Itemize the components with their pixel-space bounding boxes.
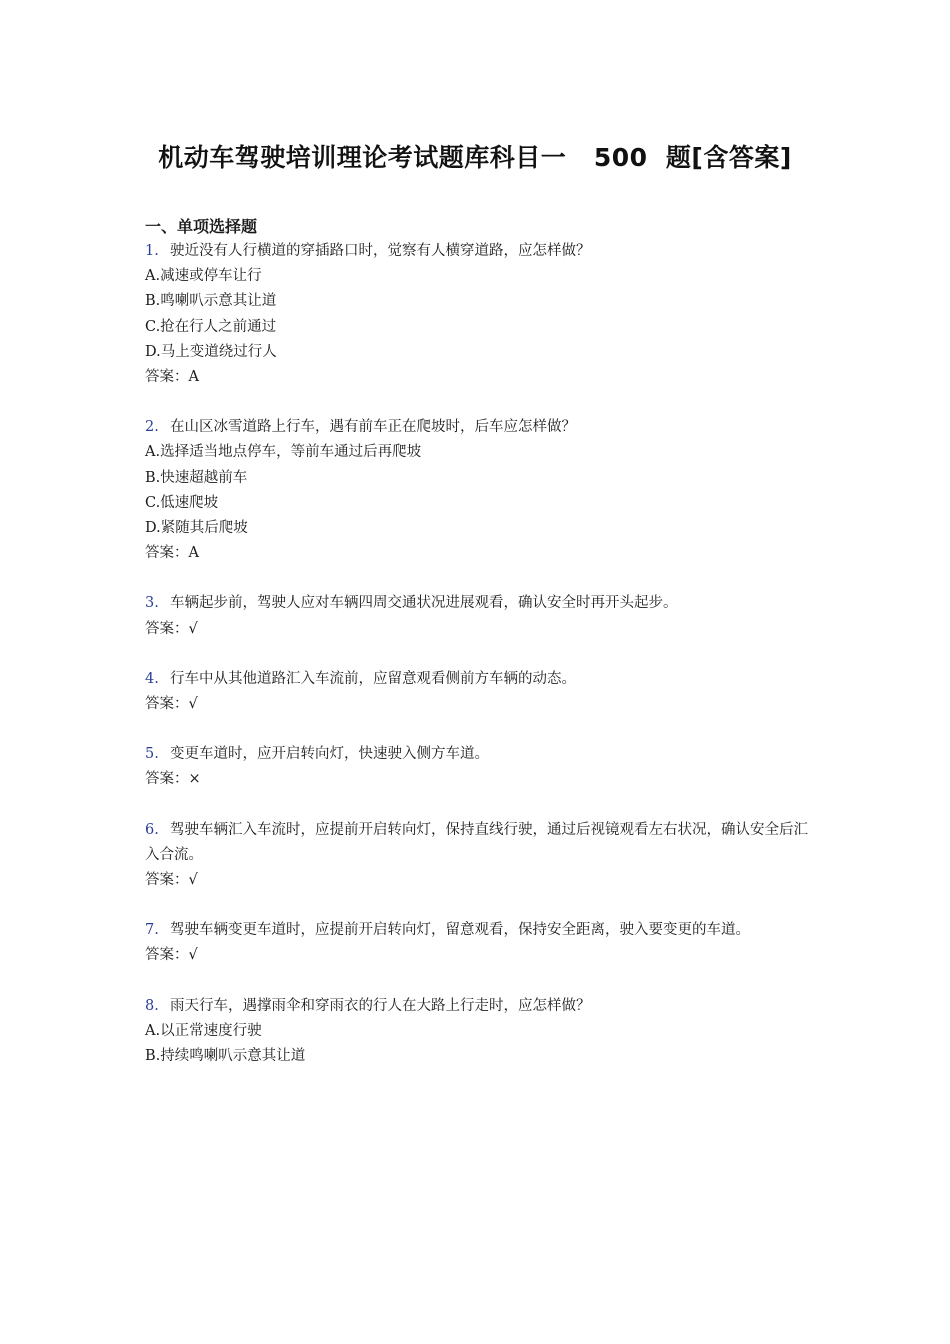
section-title: 一、单项选择题 <box>145 217 258 236</box>
option-d: D.紧随其后爬坡 <box>145 520 248 537</box>
option-c: C.抢在行人之前通过 <box>145 318 277 335</box>
option-a: A.以正常速度行驶 <box>145 1022 262 1039</box>
option-a: A.减速或停车让行 <box>145 268 262 285</box>
answer-label: 答案： <box>145 947 189 964</box>
option-a: A.选择适当地点停车，等前车通过后再爬坡 <box>145 444 422 461</box>
question-item <box>145 742 815 792</box>
answer-label: 答案： <box>145 369 189 386</box>
option-b: B.持续鸣喇叭示意其让道 <box>145 1048 306 1065</box>
document-body <box>145 214 815 1094</box>
answer-value: √ <box>188 947 198 964</box>
answer-value: √ <box>188 620 198 637</box>
question-text: 驶近没有人行横道的穿插路口时，觉察有人横穿道路，应怎样做？ <box>170 243 591 259</box>
answer-line <box>145 617 815 642</box>
question-stem <box>145 742 815 767</box>
answer-value: × <box>188 771 201 788</box>
question-number: 7. <box>145 922 159 939</box>
question-stem <box>145 667 815 692</box>
question-stem <box>145 591 815 616</box>
answer-line <box>145 767 815 792</box>
answer-value: A <box>188 369 199 386</box>
question-item <box>145 415 815 566</box>
option-d: D.马上变道绕过行人 <box>145 343 277 360</box>
question-item <box>145 994 815 1070</box>
question-text: 行车中从其他道路汇入车流前，应留意观看侧前方车辆的动态。 <box>170 670 576 687</box>
answer-line <box>145 943 815 968</box>
answer-value: A <box>188 545 199 562</box>
question-number: 3. <box>145 595 159 612</box>
question-text: 变更车道时，应开启转向灯，快速驶入侧方车道。 <box>170 746 489 763</box>
question-item <box>145 591 815 641</box>
question-text: 驾驶车辆汇入车流时，应提前开启转向灯，保持直线行驶，通过后视镜观看左右状况，确认安全后汇入合流。 <box>145 821 808 863</box>
question-stem <box>145 994 815 1019</box>
answer-label: 答案： <box>145 545 189 562</box>
question-number: 2. <box>145 419 159 436</box>
question-number: 6. <box>145 821 159 838</box>
option-b: B.快速超越前车 <box>145 469 248 486</box>
answer-label: 答案： <box>145 872 189 889</box>
answer-label: 答案： <box>145 696 189 713</box>
answer-line <box>145 868 815 893</box>
answer-label: 答案： <box>145 620 189 637</box>
option-c: C.低速爬坡 <box>145 494 219 511</box>
answer-line <box>145 541 815 566</box>
question-text: 驾驶车辆变更车道时，应提前开启转向灯，留意观看，保持安全距离，驶入要变更的车道。 <box>170 922 750 939</box>
option-b: B.鸣喇叭示意其让道 <box>145 293 277 310</box>
answer-line <box>145 365 815 390</box>
question-item <box>145 667 815 717</box>
question-stem <box>145 818 815 868</box>
question-number: 8. <box>145 997 159 1014</box>
answer-value: √ <box>188 872 198 889</box>
question-item <box>145 918 815 968</box>
answer-line <box>145 692 815 717</box>
answer-label: 答案： <box>145 771 189 788</box>
question-stem <box>145 415 815 440</box>
question-stem <box>145 239 815 264</box>
question-item <box>145 239 815 390</box>
question-text: 雨天行车，遇撑雨伞和穿雨衣的行人在大路上行走时，应怎样做？ <box>170 997 591 1014</box>
question-number: 4. <box>145 670 159 687</box>
answer-value: √ <box>188 696 198 713</box>
question-text: 车辆起步前，驾驶人应对车辆四周交通状况进展观看，确认安全时再开头起步。 <box>170 595 678 612</box>
question-text: 在山区冰雪道路上行车，遇有前车正在爬坡时，后车应怎样做？ <box>170 419 576 436</box>
question-number: 1. <box>145 243 159 259</box>
question-number: 5. <box>145 746 159 763</box>
question-item <box>145 818 815 894</box>
question-stem <box>145 918 815 943</box>
document-title: 机动车驾驶培训理论考试题库科目一 500 题[含答案] <box>158 143 792 172</box>
